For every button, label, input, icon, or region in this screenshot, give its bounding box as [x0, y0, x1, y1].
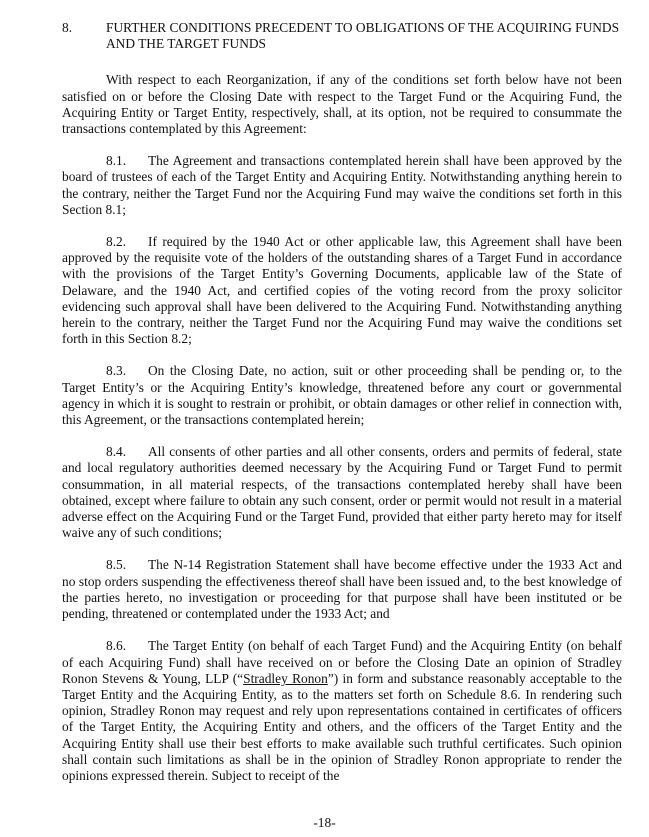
- section-text: All consents of other parties and all other consents, orders and permits of federal, state and local regulatory authorities deemed necessary by the Acquiring Fund or Target Fund to permit consummation, in all material respects, of the transactions contemplated hereby shall have been obtained, except where failure to obtain any such consent, order or permit would not result in a material adverse effect on the Acquiring Fund or the Target Fund, provided that either party hereto may for itself waive any of such conditions;: [62, 444, 622, 541]
- defined-term: Stradley Ronon: [243, 670, 328, 686]
- section-text-before: The Target Entity (on behalf of each Target Fund) and the Acquiring Entity (on behalf of each Acquiring Fund) shall have received on or before the Closing Date an opinion of Stradley Ronon Stevens & Young, LLP (“: [62, 638, 622, 686]
- section-8-5: [62, 557, 622, 622]
- section-number: 8.4.: [106, 444, 127, 460]
- section-8-6: [62, 638, 622, 784]
- section-number: 8.3.: [106, 363, 127, 379]
- section-8-3: [62, 363, 622, 428]
- document-page: [62, 20, 622, 800]
- section-heading: [62, 20, 622, 52]
- section-text: If required by the 1940 Act or other applicable law, this Agreement shall have been approved by the requisite vote of the holders of the outstanding shares of a Target Fund in accordance with the provisions of the Target Entity’s Governing Documents, applicable law of the State of Delaware, and the 1940 Act, and certified copies of the voting record from the proxy solicitor evidencing such approval shall have been delivered to the Acquiring Fund. Notwithstanding anything herein to the contrary, neither the Target Fund nor the Acquiring Fund may waive the conditions set forth in this Section 8.2;: [62, 234, 622, 347]
- section-number: 8.1.: [106, 153, 127, 169]
- section-8-2: [62, 234, 622, 347]
- section-text-after: ”) in form and substance reasonably acceptable to the Target Entity and the Acquiring Entity, as to the matters set forth on Schedule 8.6. In rendering such opinion, Stradley Ronon may request and rely upon representations contained in certificates of officers of the Target Entity, the Acquiring Entity and others, and the officers of the Target Entity and the Acquiring Entity shall use their best efforts to make available such truthful certificates. Such opinion shall contain such limitations as shall be in the opinion of Stradley Ronon appropriate to render the opinions expressed therein. Subject to receipt of the: [62, 670, 622, 783]
- section-text: The N-14 Registration Statement shall have become effective under the 1933 Act and no stop orders suspending the effectiveness thereof shall have been issued and, to the best knowledge of the parties hereto, no investigation or proceeding for that purpose shall have been instituted or be pending, threatened or contemplated under the 1933 Act; and: [62, 557, 622, 622]
- section-number: 8.5.: [106, 557, 127, 573]
- section-text: The Agreement and transactions contemplated herein shall have been approved by the board of trustees of each of the Target Entity and Acquiring Entity. Notwithstanding anything herein to the contrary, neither the Target Fund nor the Acquiring Fund may waive the conditions set forth in this Section 8.1;: [62, 153, 622, 217]
- section-text: On the Closing Date, no action, suit or other proceeding shall be pending or, to the Target Entity’s or the Acquiring Entity’s knowledge, threatened before any court or governmental agency in which it is sought to restrain or prohibit, or obtain damages or other relief in connection with, this Agreement, or the transactions contemplated herein;: [62, 363, 622, 428]
- section-heading-number: 8.: [62, 20, 73, 35]
- section-8-4: [62, 444, 622, 541]
- section-8-1: [62, 153, 622, 218]
- page-number: -18-: [313, 815, 336, 830]
- section-number: 8.2.: [106, 234, 127, 250]
- intro-paragraph: With respect to each Reorganization, if any of the conditions set forth below have not been satisfied on or before the Closing Date with respect to the Target Fund or the Acquiring Fund, the Acquiring Entity or Target Entity, respectively, shall, at its option, not be required to consummate the transactions contemplated by this Agreement:: [62, 72, 622, 137]
- section-number: 8.6.: [106, 638, 127, 654]
- section-heading-title: FURTHER CONDITIONS PRECEDENT TO OBLIGATIONS OF THE ACQUIRING FUNDS AND THE TARGET FUNDS: [106, 20, 620, 52]
